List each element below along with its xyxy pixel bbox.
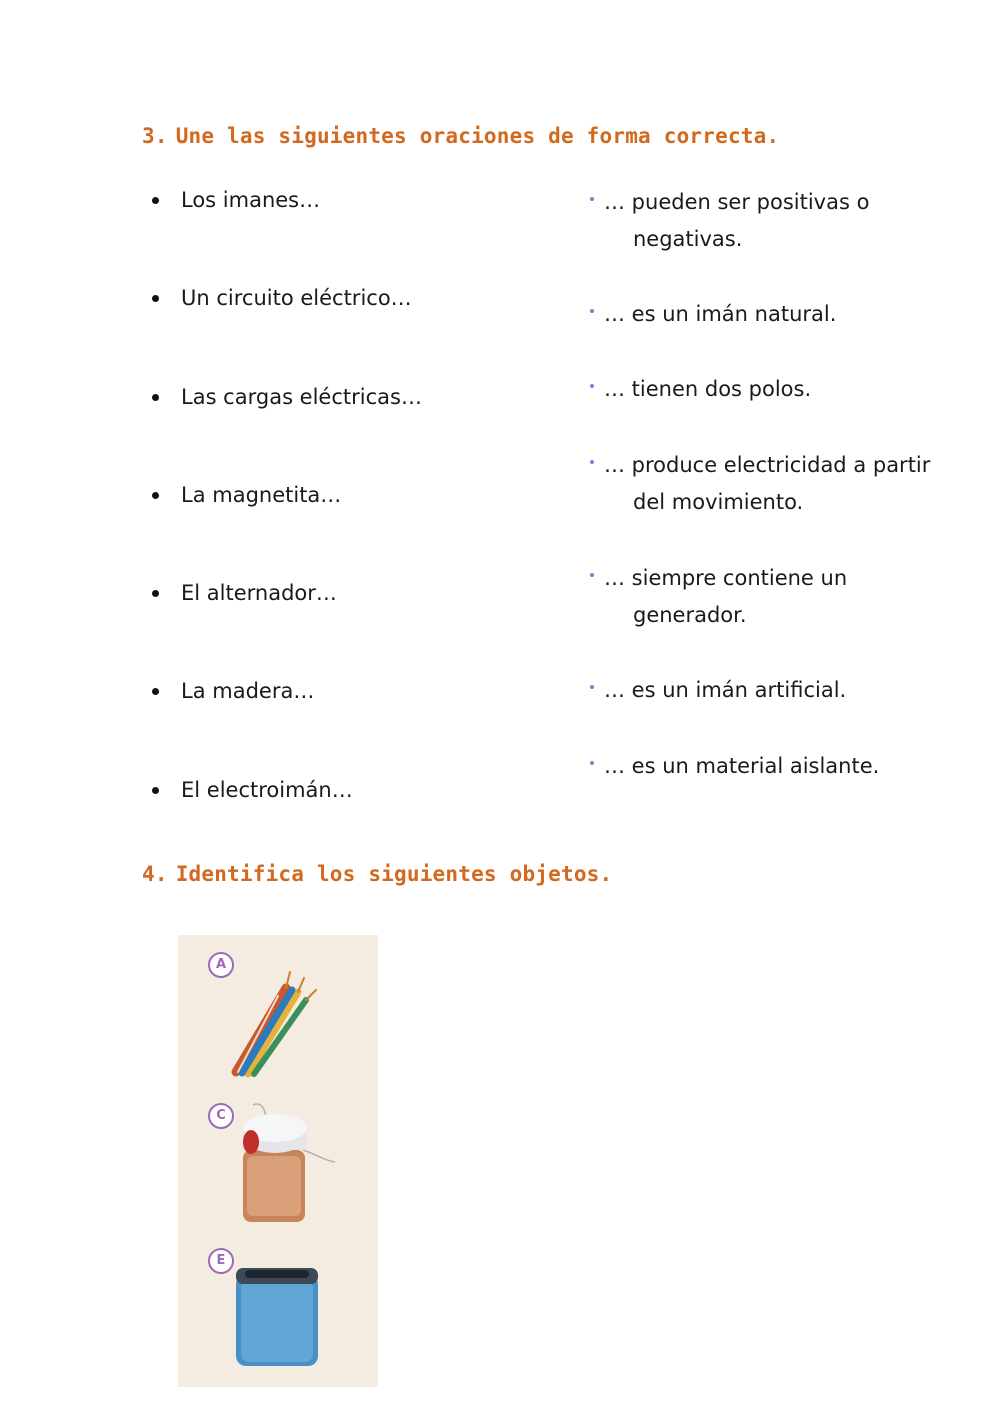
- right-item-1: [590, 184, 970, 258]
- left-item-5: [150, 581, 337, 605]
- label-badge-e: E: [208, 1248, 234, 1274]
- bullet-icon: [152, 492, 159, 499]
- section-4-number: 4.: [142, 862, 168, 886]
- bullet-icon: [590, 685, 594, 689]
- right-item-line1: … siempre contiene un: [604, 566, 848, 590]
- left-item-text: El alternador…: [181, 581, 337, 605]
- bullet-icon: [590, 309, 594, 313]
- section-4-title: Identifica los siguientes objetos.: [175, 862, 613, 886]
- bullet-icon: [152, 590, 159, 597]
- left-item-text: La magnetita…: [181, 483, 342, 507]
- bullet-icon: [590, 197, 594, 201]
- bullet-icon: [152, 394, 159, 401]
- right-item-4: [590, 447, 970, 521]
- right-item-2: [590, 296, 970, 333]
- objects-picture: [178, 935, 378, 1387]
- left-item-text: La madera…: [181, 679, 315, 703]
- left-item-2: [150, 286, 412, 310]
- bullet-icon: [590, 384, 594, 388]
- right-item-3: [590, 371, 970, 408]
- right-item-line2: generador.: [633, 603, 747, 627]
- electromagnet-coil-icon: [223, 1100, 343, 1230]
- left-item-7: [150, 778, 353, 802]
- right-item-6: [590, 672, 970, 709]
- bullet-icon: [152, 295, 159, 302]
- electrical-cables-icon: [228, 960, 338, 1080]
- right-item-line2: del movimiento.: [633, 490, 804, 514]
- right-item-7: [590, 748, 970, 785]
- right-item-line1: … es un material aislante.: [604, 754, 880, 778]
- bullet-icon: [590, 761, 594, 765]
- section-3-number: 3.: [142, 124, 168, 148]
- right-item-line1: … pueden ser positivas o: [604, 190, 870, 214]
- bullet-icon: [152, 688, 159, 695]
- left-item-text: El electroimán…: [181, 778, 353, 802]
- left-item-4: [150, 483, 341, 507]
- right-item-5: [590, 560, 970, 634]
- section-4-heading: [142, 862, 612, 886]
- left-item-3: [150, 385, 422, 409]
- left-item-1: [150, 188, 320, 212]
- section-3-heading: [142, 124, 779, 148]
- bullet-icon: [590, 573, 594, 577]
- battery-icon: [233, 1260, 323, 1370]
- bullet-icon: [152, 787, 159, 794]
- bullet-icon: [590, 460, 594, 464]
- label-badge-c: C: [208, 1103, 234, 1129]
- bullet-icon: [152, 197, 159, 204]
- left-item-6: [150, 679, 314, 703]
- left-item-text: Los imanes…: [181, 188, 321, 212]
- left-item-text: Un circuito eléctrico…: [181, 286, 412, 310]
- right-item-line1: … tienen dos polos.: [604, 377, 812, 401]
- right-item-line1: … es un imán natural.: [604, 302, 837, 326]
- section-3-title: Une las siguientes oraciones de forma correcta.: [175, 124, 780, 148]
- right-item-line1: … es un imán artificial.: [604, 678, 847, 702]
- right-item-line2: negativas.: [633, 227, 743, 251]
- label-badge-a: A: [208, 952, 234, 978]
- right-item-line1: … produce electricidad a partir: [604, 453, 931, 477]
- left-item-text: Las cargas eléctricas…: [181, 385, 422, 409]
